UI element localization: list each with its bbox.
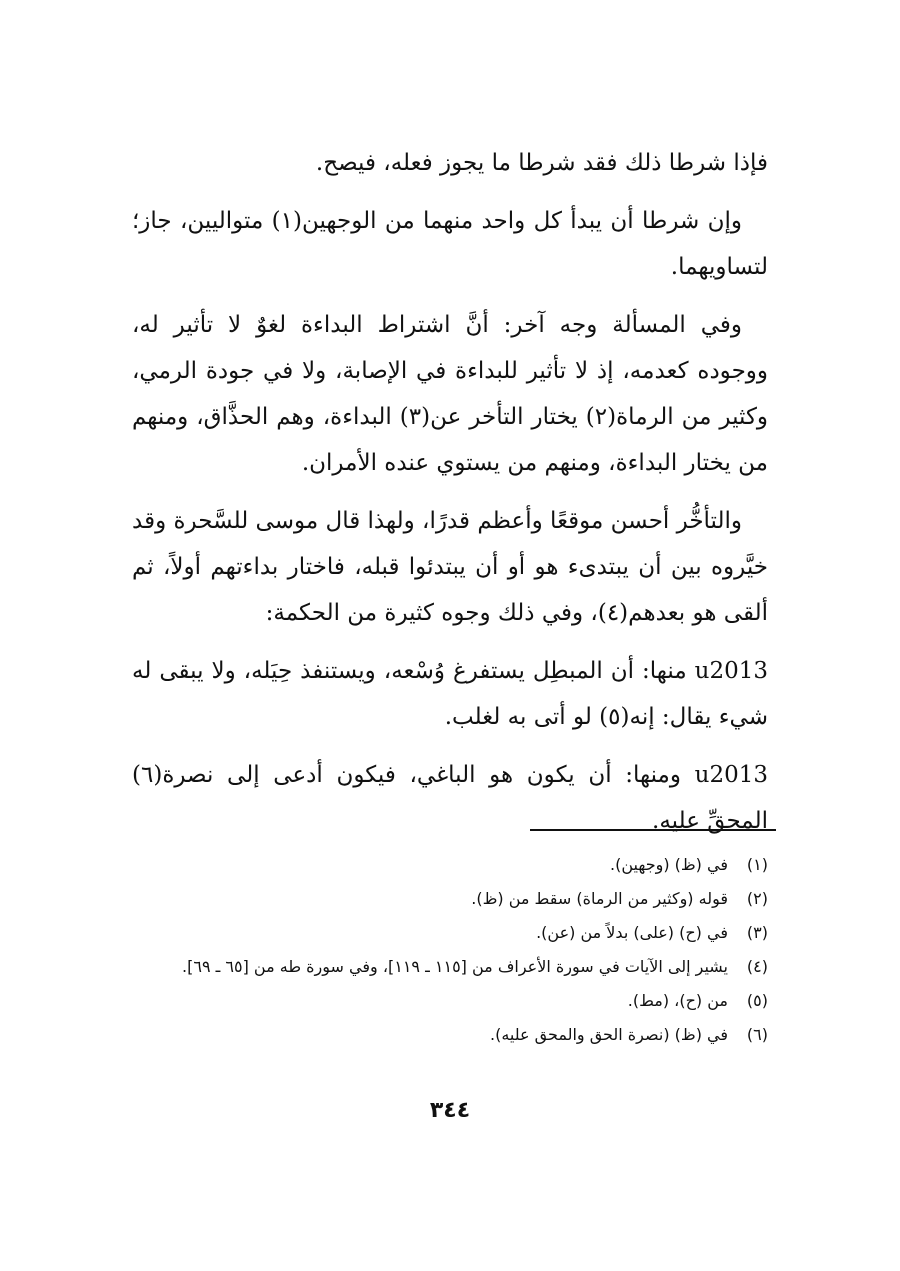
footnote-2 xyxy=(132,882,768,916)
main-text-block xyxy=(132,140,768,856)
paragraph-3: وفي المسألة وجه آخر: أنَّ اشتراط البداءة لغوٌ لا تأثير له، ووجوده كعدمه، إذ لا تأثير للبداءة في الإصابة، ولا في جودة الرمي، وكثير من الرماة(٢) يختار التأخر عن(٣) البداءة، وهم الحذَّاق، ومنهم من يختار البداءة، ومنهم من يستوي عنده الأمران. xyxy=(132,312,769,476)
footnote-divider xyxy=(530,829,776,831)
footnote-5 xyxy=(132,984,768,1018)
footnote-1 xyxy=(132,848,768,882)
footnote-text: من (ح)، (مط). xyxy=(627,991,728,1010)
footnote-text: في (ظ) (نصرة الحق والمحق عليه). xyxy=(489,1025,728,1044)
footnote-text: في (ح) (على) بدلاً من (عن). xyxy=(536,923,728,942)
footnote-4 xyxy=(132,950,768,984)
footnote-6 xyxy=(132,1018,768,1052)
footnote-3 xyxy=(132,916,768,950)
footnote-number: (٥) xyxy=(746,991,768,1010)
footnote-text: قوله (وكثير من الرماة) سقط من (ظ). xyxy=(471,889,728,908)
page-number: ٣٤٤ xyxy=(429,1098,471,1123)
paragraph-4: والتأخُّر أحسن موقعًا وأعظم قدرًا، ولهذا قال موسى للسَّحرة وقد خيَّروه بين أن يبتدىء هو أو أن يبتدئوا قبله، فاختار بداءتهم أولاً، ثم ألقى هو بعدهم(٤)، وفي ذلك وجوه كثيرة من الحكمة: xyxy=(132,508,768,626)
footnote-number: (٤) xyxy=(746,957,768,976)
paragraph-6: u2013 ومنها: أن يكون هو الباغي، فيكون أدعى إلى نصرة(٦) المحقِّ عليه. xyxy=(132,752,768,844)
footnote-number: (٦) xyxy=(746,1025,768,1044)
footnote-text: يشير إلى الآيات في سورة الأعراف من [١١٥ ـ ١١٩]، وفي سورة طه من [٦٥ ـ ٦٩]. xyxy=(182,957,728,976)
footnote-number: (٣) xyxy=(746,923,768,942)
paragraph-1: فإذا شرطا ذلك فقد شرطا ما يجوز فعله، فيصح. xyxy=(315,150,768,176)
paragraph-5: u2013 منها: أن المبطِل يستفرغ وُسْعه، ويستنفذ حِيَله، ولا يبقى له شيء يقال: إنه(٥) لو أتى به لغلب. xyxy=(132,648,768,740)
footnote-number: (٢) xyxy=(746,889,768,908)
footnotes-list xyxy=(132,848,768,1052)
footnote-number: (١) xyxy=(746,855,768,874)
paragraph-2: وإن شرطا أن يبدأ كل واحد منهما من الوجهين(١) متواليين، جاز؛ لتساويهما. xyxy=(132,208,768,280)
footnote-text: في (ظ) (وجهين). xyxy=(609,855,728,874)
